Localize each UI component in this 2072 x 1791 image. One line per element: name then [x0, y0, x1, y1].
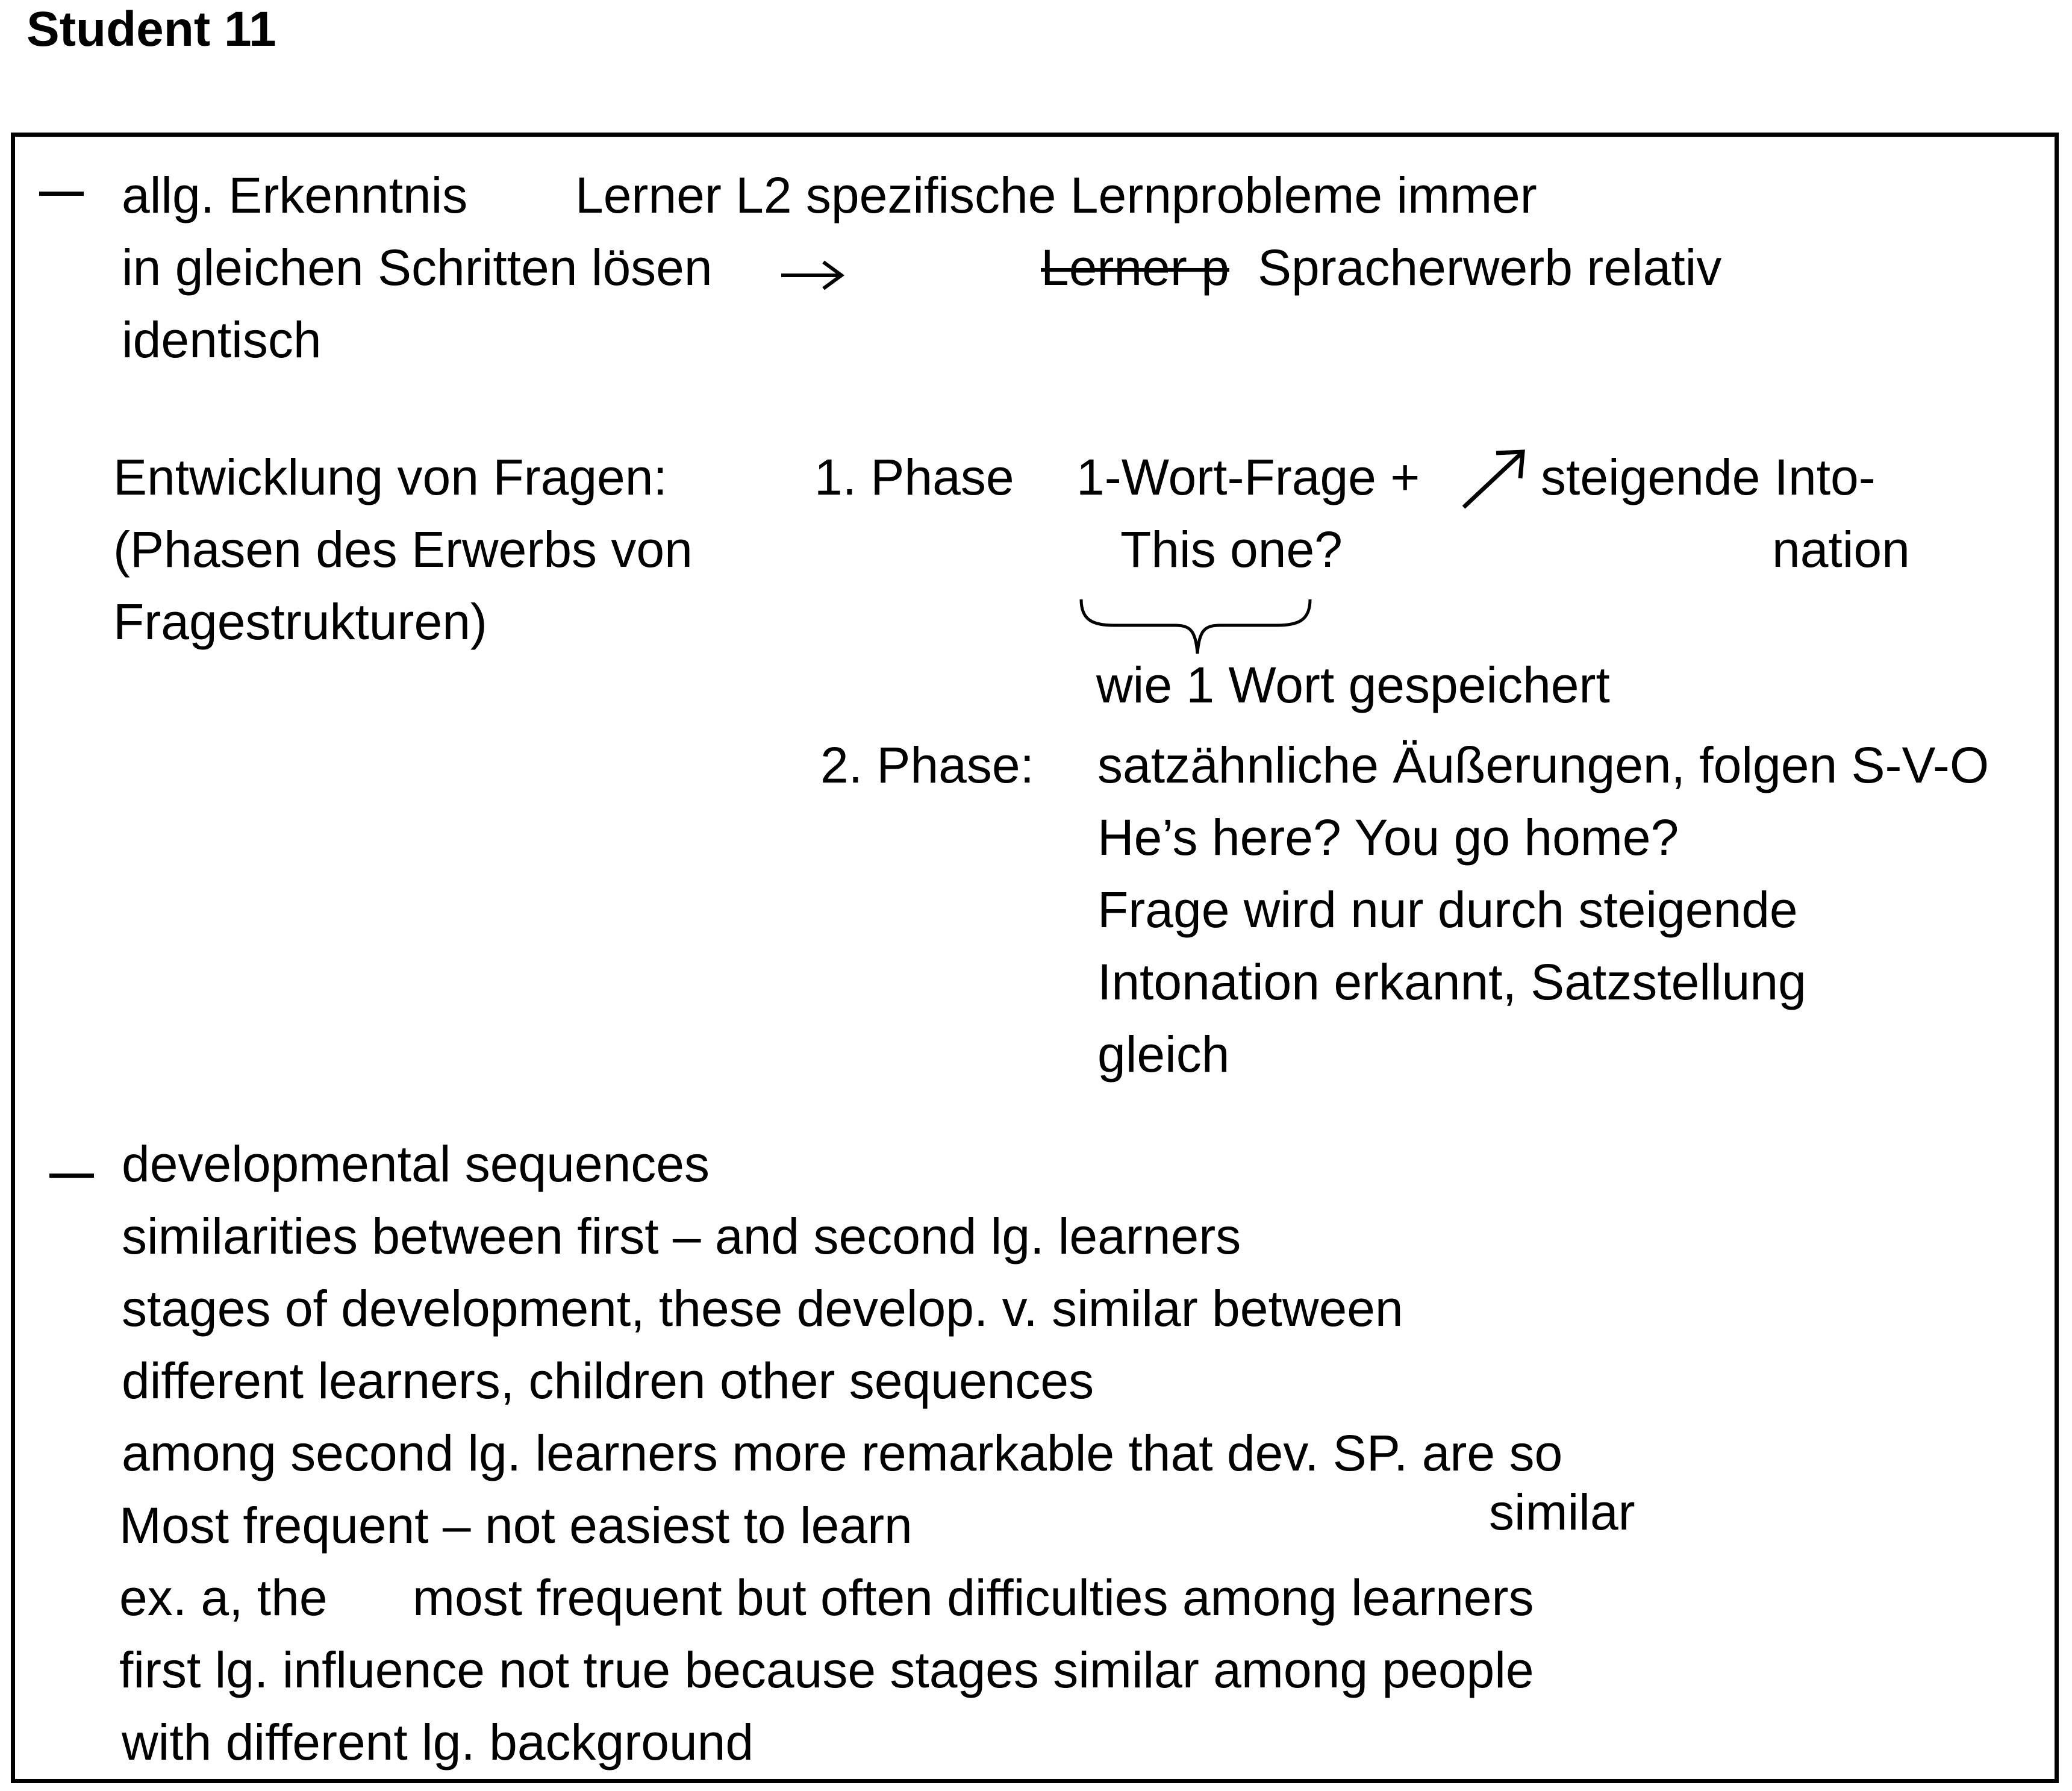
text-line: with different lg. background [122, 1714, 754, 1771]
text-line: in gleichen Schritten lösen [122, 239, 713, 296]
text-line: first lg. influence not true because stages similar among people [119, 1642, 1534, 1698]
text-line: Intonation erkannt, Satzstellung [1097, 954, 1806, 1010]
phase-1-label: 1. Phase [814, 449, 1014, 505]
text-line: different learners, children other sequences [122, 1352, 1094, 1409]
phase-2-label: 2. Phase: [820, 737, 1034, 793]
text-line: (Phasen des Erwerbs von [113, 521, 693, 578]
text-line: 1-Wort-Frage + [1076, 449, 1420, 505]
text-line: Lerner L2 spezifische Lernprobleme immer [575, 167, 1537, 223]
struck-text: Lerner p [1041, 239, 1229, 296]
text-line: ex. a, the [119, 1569, 328, 1626]
page-title: Student 11 [27, 2, 276, 57]
text-line: Most frequent – not easiest to learn [119, 1497, 913, 1554]
text-line: Entwicklung von Fragen: [113, 449, 667, 505]
text-line: Frage wird nur durch steigende [1097, 881, 1798, 938]
text-line: similar [1489, 1484, 1635, 1540]
text-line: gleich [1097, 1026, 1230, 1083]
text-line: most frequent but often difficulties among learners [413, 1569, 1534, 1626]
text-line: similarities between first – and second lg. learners [122, 1208, 1241, 1264]
text-line: among second lg. learners more remarkable that dev. SP. are so [122, 1425, 1563, 1481]
right-arrow-icon [780, 256, 846, 292]
text-line: steigende Into- [1541, 449, 1876, 505]
text-line: He’s here? You go home? [1097, 809, 1679, 866]
bullet-dash-2 [49, 1174, 94, 1178]
text-line: stages of development, these develop. v. similar between [122, 1280, 1403, 1337]
text-line: satzähnliche Äußerungen, folgen S-V-O [1097, 737, 1989, 793]
text-line: Fragestrukturen) [113, 593, 487, 650]
curly-brace-icon [1078, 596, 1313, 663]
text-line: identisch [122, 311, 322, 368]
text-line: nation [1772, 521, 1910, 578]
bullet-dash-1 [39, 192, 84, 196]
text-line: This one? [1120, 521, 1343, 578]
text-line: developmental sequences [122, 1136, 710, 1192]
text-line: allg. Erkenntnis [122, 167, 468, 223]
text-line: wie 1 Wort gespeichert [1096, 657, 1610, 713]
text-line: Spracherwerb relativ [1258, 239, 1722, 296]
rising-arrow-icon [1458, 447, 1530, 513]
